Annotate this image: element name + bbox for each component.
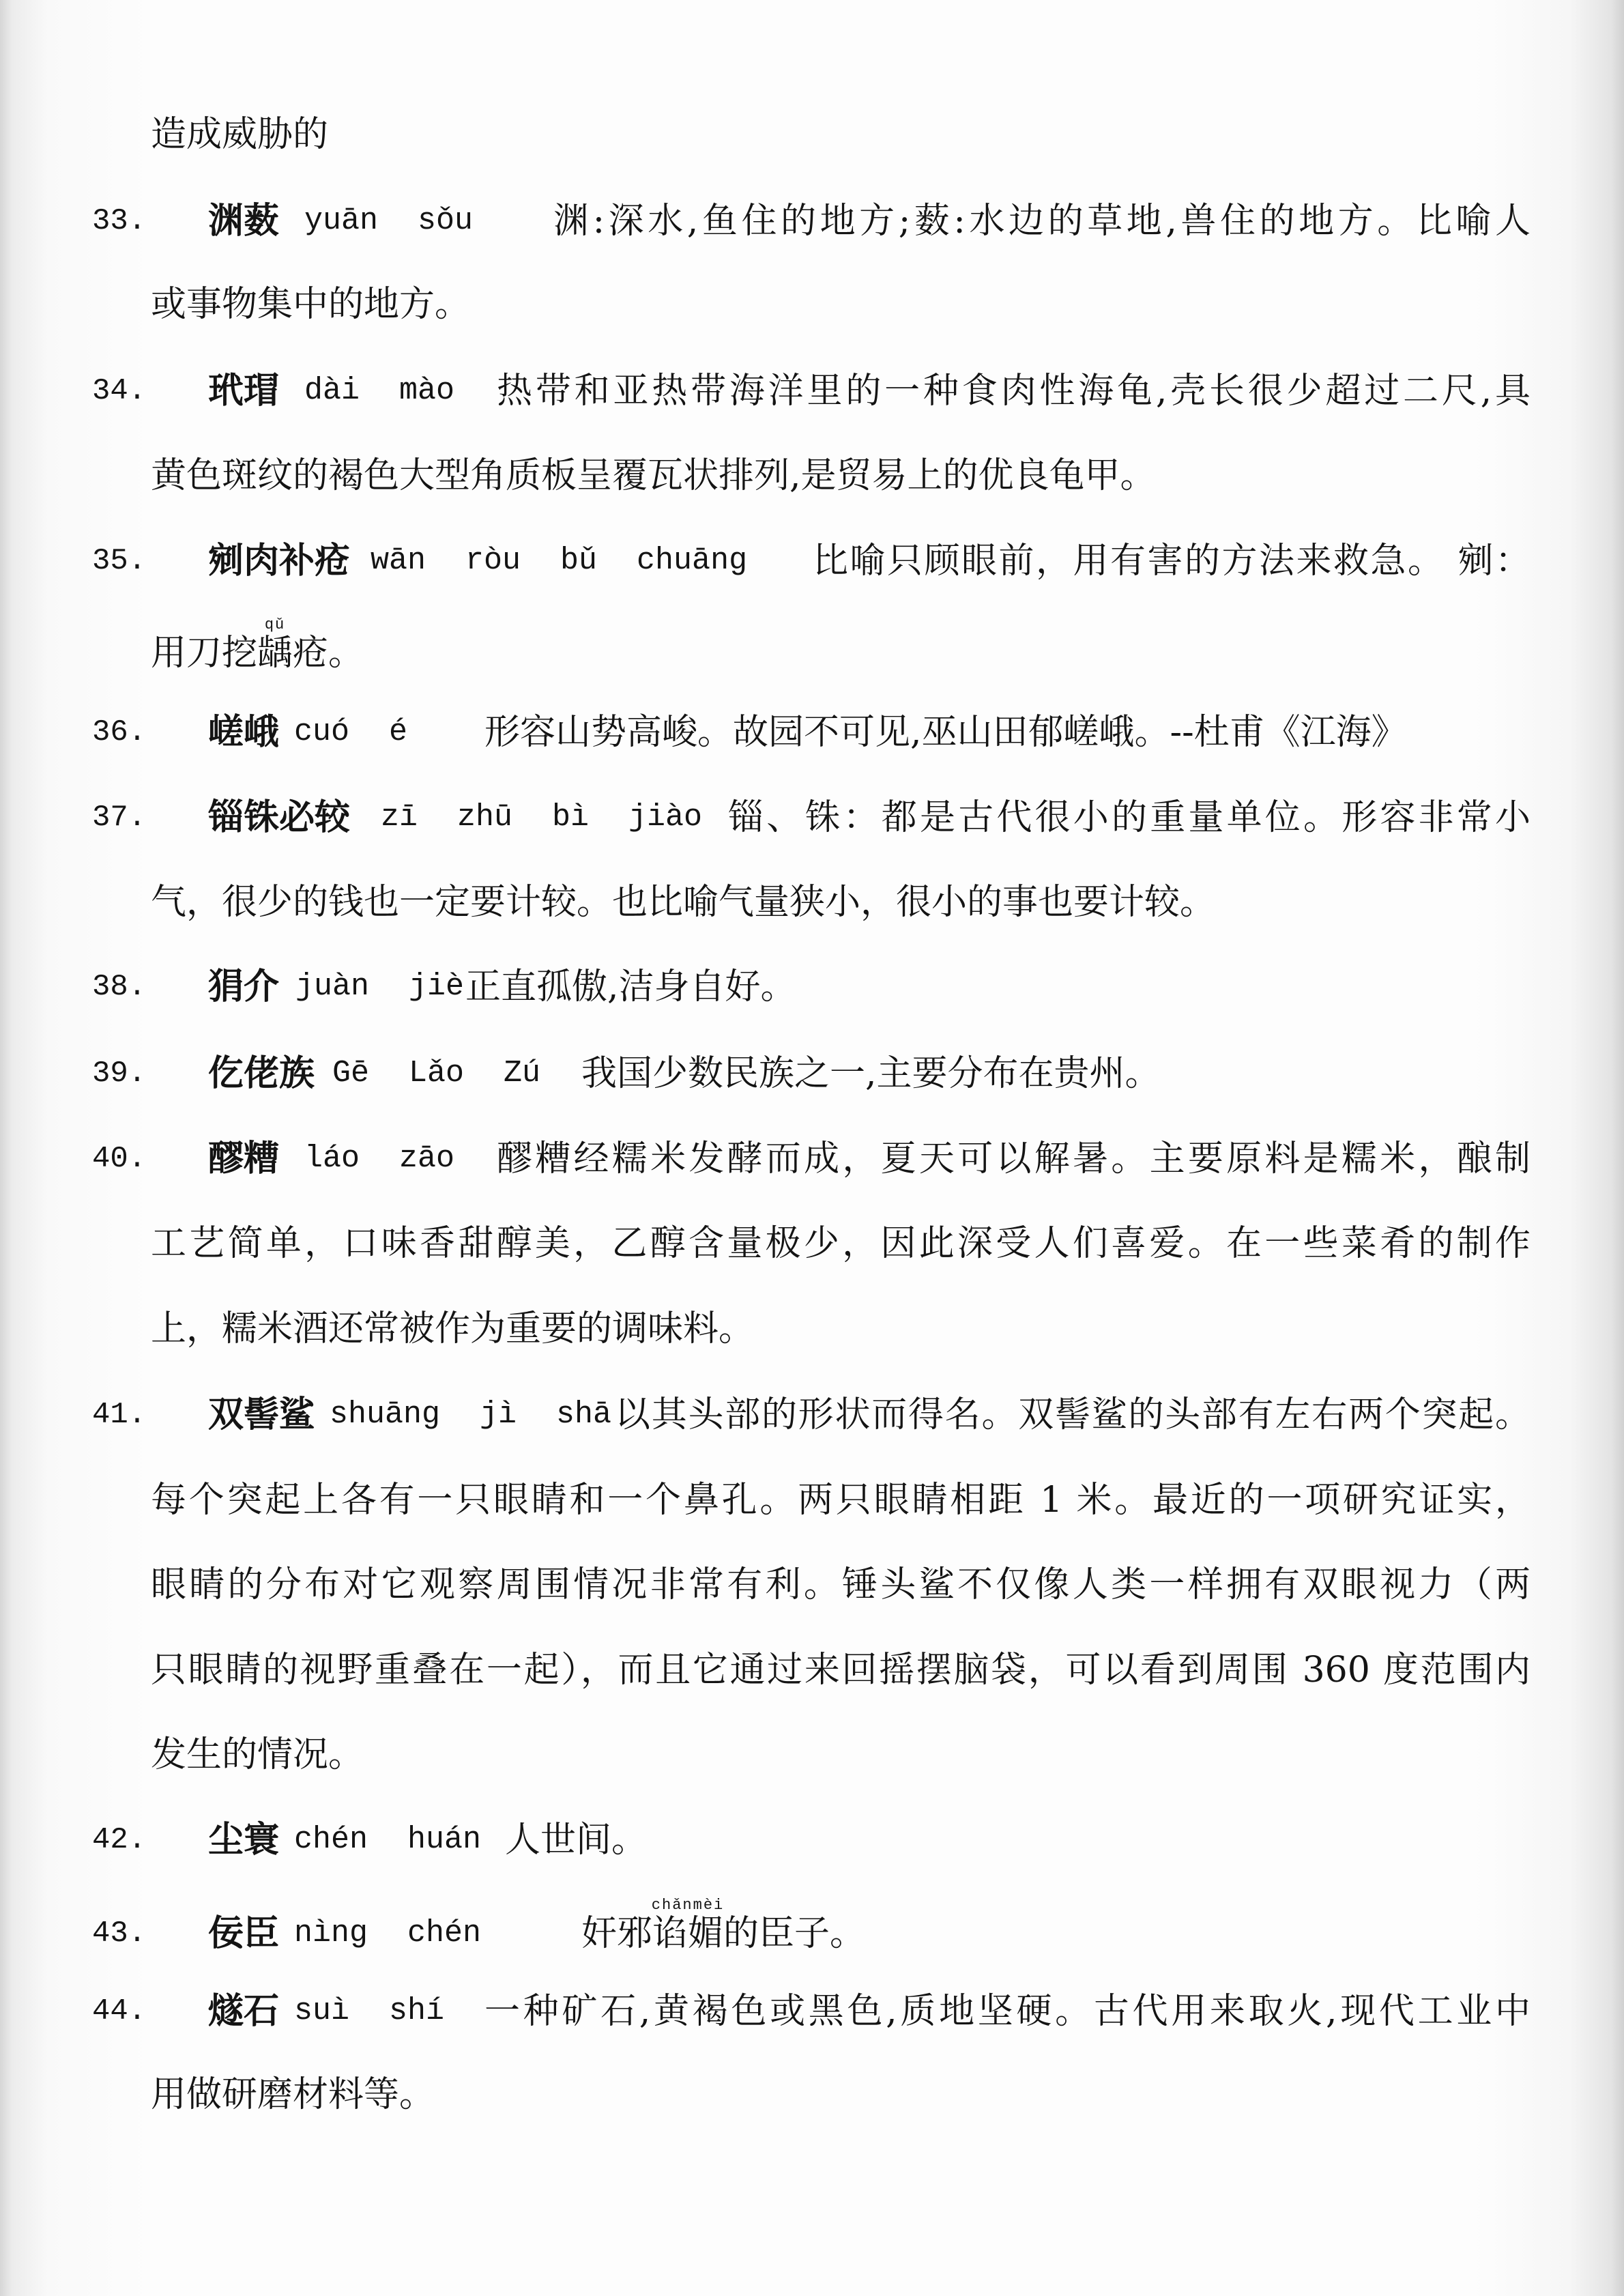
ruby-annotation: qǔ: [264, 616, 286, 633]
pinyin-syllable: jì: [480, 1397, 517, 1432]
pinyin-syllable: jiào: [628, 800, 703, 835]
pinyin-syllable: suì: [294, 1994, 350, 2028]
definition-line: 眼睛的分布对它观察周围情况非常有利。锤头鲨不仅像人类一样拥有双眼视力（两: [151, 1564, 1531, 1605]
pinyin-syllable: bǔ: [560, 543, 598, 578]
definition-line: 每个突起上各有一只眼睛和一个鼻孔。两只眼睛相距 1 米。最近的一项研究证实，: [151, 1480, 1531, 1521]
entry-pinyin: [304, 1132, 454, 1186]
definition-line: 正直孤傲,洁身自好。: [465, 966, 796, 1007]
pinyin-syllable: shuāng: [330, 1397, 441, 1432]
entry-number: 35.: [92, 544, 147, 578]
entry-pinyin: [294, 1813, 481, 1867]
entry-term: 狷介: [208, 966, 280, 1007]
definition-line: 比喻只顾眼前，用有害的方法来救急。 剜：: [813, 541, 1531, 582]
definition-line: 一种矿石,黄褐色或黑色,质地坚硬。古代用来取火,现代工业中: [484, 1991, 1531, 2032]
pinyin-syllable: chén: [294, 1822, 368, 1857]
entry-term: 锱铢必较: [208, 797, 351, 838]
pinyin-syllable: shā: [556, 1397, 612, 1432]
pinyin-syllable: nìng: [294, 1916, 368, 1951]
entry-number: 41.: [92, 1398, 147, 1432]
ruby-base-text: 谄媚: [652, 1913, 724, 1954]
definition-text: 的臣子。: [723, 1913, 866, 1954]
entry-number: 40.: [92, 1142, 147, 1176]
pinyin-syllable: cuó: [294, 715, 350, 749]
pinyin-syllable: é: [389, 715, 408, 749]
definition-line: 以其头部的形状而得名。双髻鲨的头部有左右两个突起。: [615, 1394, 1531, 1435]
entry-number: 42.: [92, 1823, 147, 1857]
entry-term: 醪糟: [208, 1138, 280, 1179]
pinyin-syllable: zī: [381, 800, 418, 835]
entry-pinyin: [381, 790, 702, 845]
definition-line: 热带和亚热带海洋里的一种食肉性海龟,壳长很少超过二尺,具: [497, 371, 1531, 412]
ruby-base-text: 龋: [257, 633, 293, 674]
pinyin-syllable: juàn: [295, 969, 370, 1004]
definition-text: 奸邪: [581, 1913, 653, 1954]
entry-pinyin: [294, 1984, 444, 2039]
entry-pinyin: [295, 960, 464, 1014]
entry-number: 36.: [92, 715, 147, 749]
entry-term: 剜肉补疮: [208, 540, 351, 582]
definition-line: 形容山势高峻。故园不可见,巫山田郁嵯峨。--杜甫《江海》: [484, 712, 1407, 753]
pinyin-syllable: bì: [552, 800, 590, 835]
entry-pinyin: [304, 194, 473, 248]
pinyin-syllable: yuān: [304, 203, 379, 238]
pinyin-syllable: wān: [371, 543, 426, 578]
ruby-base: [651, 1897, 725, 1961]
entry-term: 佞臣: [208, 1912, 280, 1954]
pinyin-syllable: chuāng: [637, 543, 748, 578]
entry-number: 33.: [92, 204, 147, 238]
entry-term: 嵯峨: [208, 711, 280, 753]
entry-pinyin: [332, 1046, 540, 1101]
definition-line: 上，糯米酒还常被作为重要的调味料。: [151, 1308, 755, 1349]
definition-line: [151, 616, 1531, 680]
entry-term: 燧石: [208, 1990, 280, 2032]
entry-pinyin: [294, 705, 407, 760]
definition-text: 疮。: [293, 633, 364, 674]
definition-line: 发生的情况。: [151, 1734, 364, 1775]
definition-line: 人世间。: [505, 1820, 648, 1861]
definition-line: [581, 1897, 1531, 1961]
pinyin-syllable: chén: [407, 1916, 482, 1951]
entry-pinyin: [304, 364, 454, 418]
pinyin-syllable: sǒu: [418, 203, 474, 238]
definition-line: 锱、铢：都是古代很小的重量单位。形容非常小: [728, 797, 1531, 838]
definition-line: 渊:深水,鱼住的地方;薮:水边的草地,兽住的地方。比喻人: [553, 201, 1531, 242]
entry-pinyin: [294, 1906, 481, 1961]
pinyin-syllable: Gē: [332, 1056, 370, 1091]
pinyin-syllable: Zú: [504, 1056, 541, 1091]
definition-line: 工艺简单，口味香甜醇美，乙醇含量极少，因此深受人们喜爱。在一些菜肴的制作: [151, 1223, 1531, 1264]
entry-term: 仡佬族: [208, 1052, 315, 1094]
definition-line: 醪糟经糯米发酵而成，夏天可以解暑。主要原料是糯米，酿制: [497, 1138, 1531, 1179]
pinyin-syllable: Lǎo: [409, 1056, 465, 1091]
entry-term: 玳瑁: [208, 370, 280, 412]
entry-term: 渊薮: [208, 200, 280, 242]
pinyin-syllable: huán: [407, 1822, 482, 1857]
entry-number: 39.: [92, 1057, 147, 1091]
entry-pinyin: [371, 534, 747, 588]
definition-line: 只眼睛的视野重叠在一起），而且它通过来回摇摆脑袋，可以看到周围 360 度范围内: [151, 1650, 1531, 1691]
pinyin-syllable: láo: [304, 1141, 360, 1176]
definition-line: 或事物集中的地方。: [151, 284, 471, 325]
entry-term: 双髻鲨: [208, 1394, 315, 1435]
ruby-annotation: chǎnmèi: [651, 1897, 725, 1914]
entry-term: 尘寰: [208, 1819, 280, 1861]
pinyin-syllable: jiè: [409, 969, 465, 1004]
definition-line: 气，很少的钱也一定要计较。也比喻气量狭小，很小的事也要计较。: [151, 882, 1216, 923]
pinyin-syllable: zhū: [457, 800, 513, 835]
pinyin-syllable: dài: [304, 373, 360, 408]
pinyin-syllable: shí: [389, 1994, 445, 2028]
definition-line: 我国少数民族之一,主要分布在贵州。: [581, 1053, 1161, 1094]
definition-line: 黄色斑纹的褐色大型角质板呈覆瓦状排列,是贸易上的优良龟甲。: [151, 455, 1156, 496]
entry-number: 43.: [92, 1917, 147, 1951]
definition-line: 用做研磨材料等。: [151, 2074, 435, 2115]
continuation-line: 造成威胁的: [151, 114, 329, 155]
pinyin-syllable: ròu: [465, 543, 521, 578]
entry-number: 37.: [92, 801, 147, 835]
entry-number: 44.: [92, 1994, 147, 2028]
entry-pinyin: [330, 1388, 611, 1442]
pinyin-syllable: mào: [399, 373, 455, 408]
pinyin-syllable: zāo: [399, 1141, 455, 1176]
entry-number: 34.: [92, 374, 147, 408]
entry-number: 38.: [92, 970, 147, 1004]
ruby-base: [257, 616, 293, 680]
definition-text: 用刀挖: [151, 633, 258, 674]
